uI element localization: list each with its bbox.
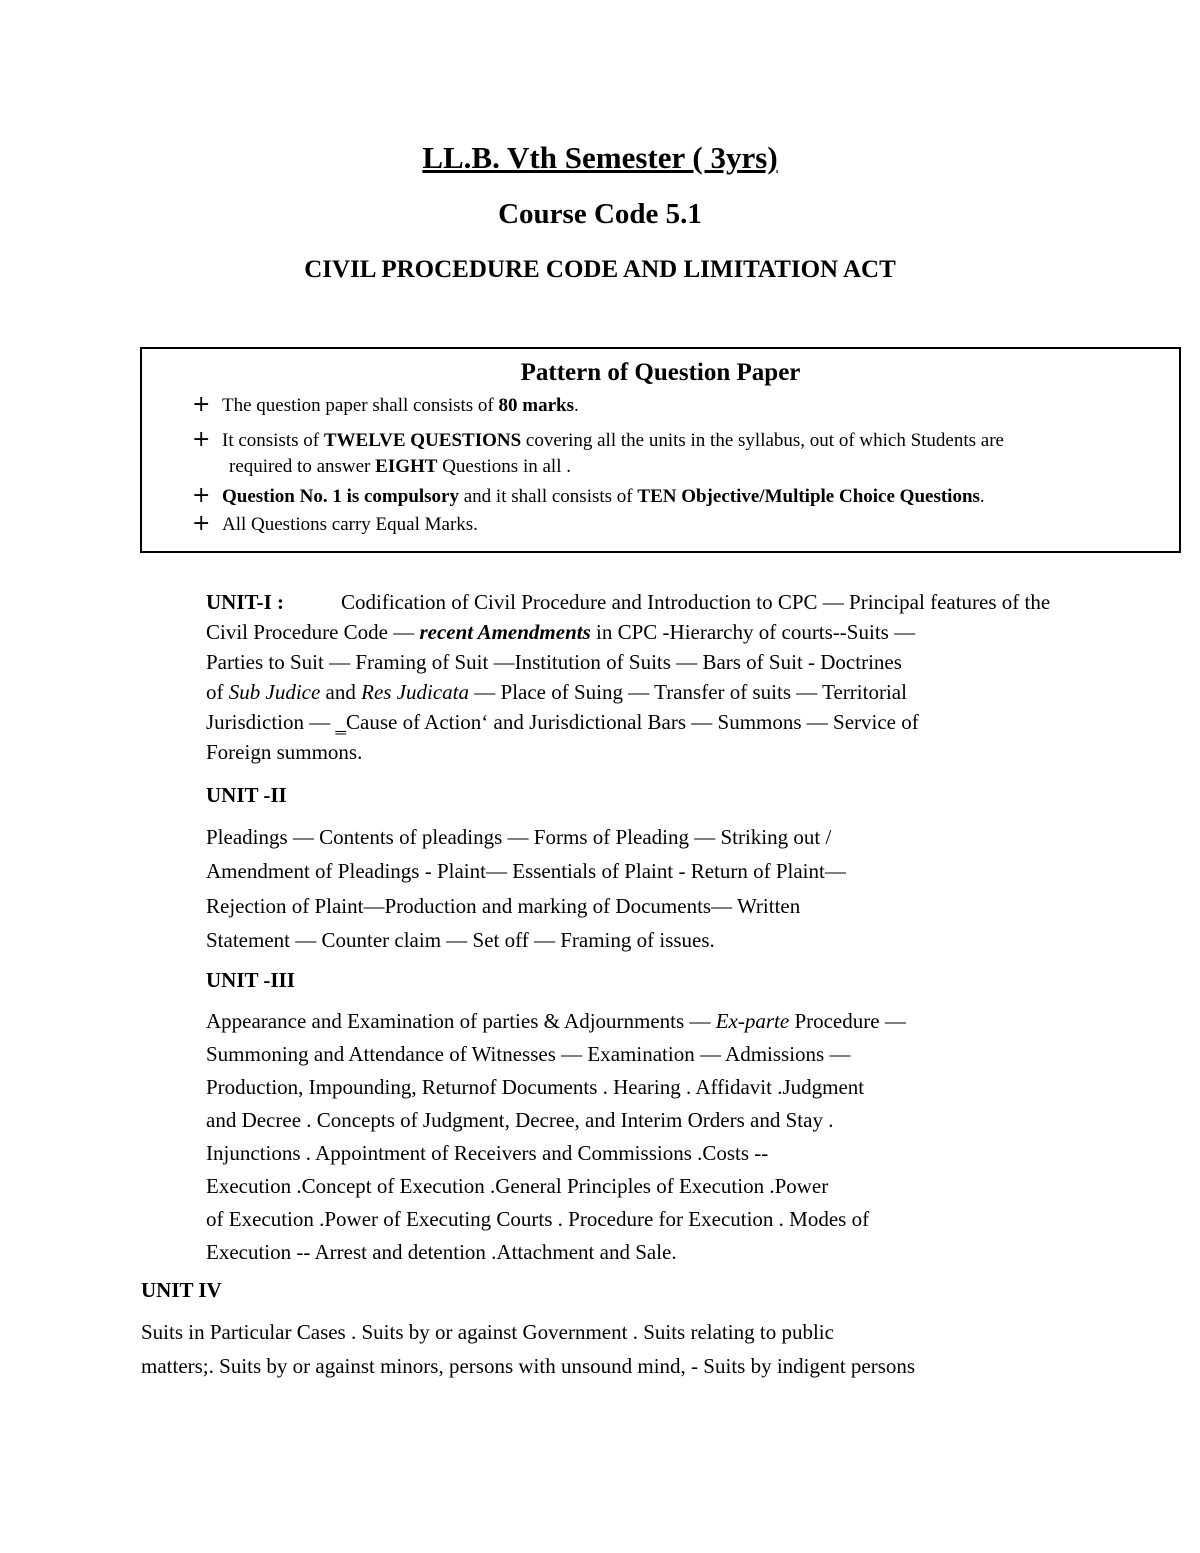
unit-3-line: Injunctions . Appointment of Receivers and Commissions .Costs --	[206, 1141, 769, 1165]
unit-1-line: of Sub Judice and Res Judicata — Place of Suing — Transfer of suits — Territorial	[206, 680, 907, 704]
unit-3-line: and Decree . Concepts of Judgment, Decree, and Interim Orders and Stay .	[206, 1108, 834, 1132]
unit-2-line: Rejection of Plaint—Production and marking of Documents— Written	[206, 894, 801, 918]
question-paper-pattern-box	[140, 347, 1181, 553]
pattern-title: Pattern of Question Paper	[520, 359, 801, 386]
plus-bullet-icon: +	[192, 427, 211, 452]
unit-4-line: matters;. Suits by or against minors, persons with unsound mind, - Suits by indigent persons	[141, 1354, 916, 1378]
subject-title: CIVIL PROCEDURE CODE AND LIMITATION ACT	[304, 256, 896, 283]
unit-1-heading: UNIT-I :	[206, 590, 284, 614]
document-title: LL.B. Vth Semester ( 3yrs)	[422, 140, 778, 175]
plus-bullet-icon: +	[192, 392, 211, 417]
unit-2-line: Statement — Counter claim — Set off — Framing of issues.	[206, 928, 715, 952]
unit-1-line: Civil Procedure Code — recent Amendments in CPC -Hierarchy of courts--Suits —	[206, 620, 916, 644]
unit-1-line: Foreign summons.	[206, 740, 363, 764]
plus-bullet-icon: +	[192, 511, 211, 536]
unit-4-line: Suits in Particular Cases . Suits by or against Government . Suits relating to public	[141, 1320, 834, 1344]
pattern-item-continuation: required to answer EIGHT Questions in all .	[229, 456, 571, 477]
unit-3-line: Appearance and Examination of parties & Adjournments — Ex-parte Procedure —	[206, 1009, 906, 1033]
unit-3-heading: UNIT -III	[206, 968, 295, 992]
unit-1-line: Parties to Suit — Framing of Suit —Institution of Suits — Bars of Suit - Doctrines	[206, 650, 902, 674]
pattern-item: + All Questions carry Equal Marks.	[192, 511, 478, 536]
unit-4-heading: UNIT IV	[141, 1278, 222, 1302]
plus-bullet-icon: +	[192, 483, 211, 508]
unit-3-line: Summoning and Attendance of Witnesses — Examination — Admissions —	[206, 1042, 851, 1066]
unit-2-line: Amendment of Pleadings - Plaint— Essentials of Plaint - Return of Plaint—	[206, 859, 846, 883]
unit-1-line: Jurisdiction — ‗Cause of Action‘ and Jurisdictional Bars — Summons — Service of	[206, 710, 919, 734]
pattern-item: + The question paper shall consists of 80 marks.	[192, 392, 579, 417]
unit-3-line: Execution .Concept of Execution .General Principles of Execution .Power	[206, 1174, 829, 1198]
course-code: Course Code 5.1	[498, 198, 702, 230]
unit-3-line: Execution -- Arrest and detention .Attachment and Sale.	[206, 1240, 677, 1264]
pattern-item: + It consists of TWELVE QUESTIONS covering all the units in the syllabus, out of which Students are	[192, 427, 1004, 452]
unit-3-line: of Execution .Power of Executing Courts . Procedure for Execution . Modes of	[206, 1207, 870, 1231]
unit-1-line: Codification of Civil Procedure and Introduction to CPC — Principal features of the	[341, 590, 1051, 614]
unit-2-line: Pleadings — Contents of pleadings — Forms of Pleading — Striking out /	[206, 825, 832, 849]
unit-2-heading: UNIT -II	[206, 783, 287, 807]
unit-3-line: Production, Impounding, Returnof Documents . Hearing . Affidavit .Judgment	[206, 1075, 865, 1099]
pattern-item: + Question No. 1 is compulsory and it shall consists of TEN Objective/Multiple Choice Questions.	[192, 483, 985, 508]
